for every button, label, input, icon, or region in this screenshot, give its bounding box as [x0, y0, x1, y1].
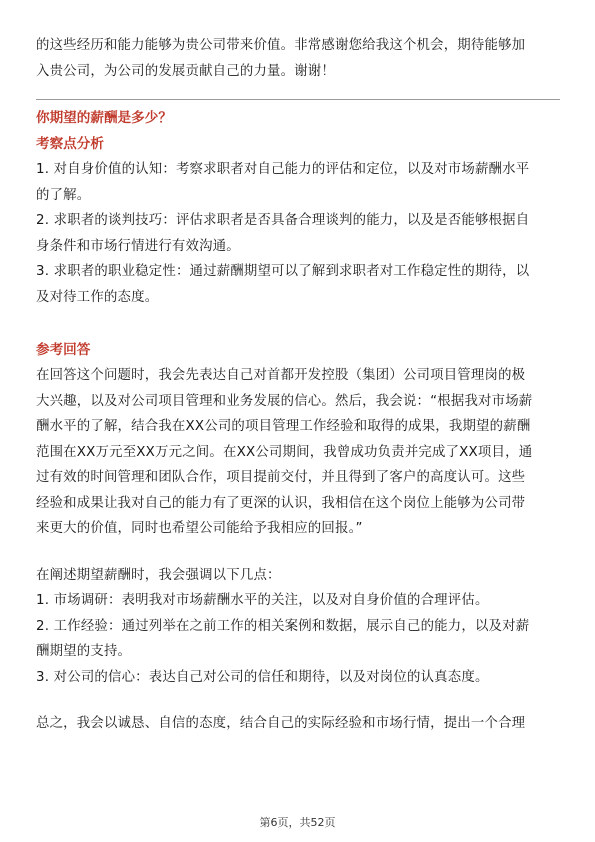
text-line: 2. 求职者的谈判技巧：评估求职者是否具备合理谈判的能力，以及是否能够根据自	[36, 213, 530, 228]
text-line: 3. 求职者的职业稳定性：通过薪酬期望可以了解到求职者对工作稳定性的期待，以	[36, 264, 530, 279]
text-line: 的这些经历和能力能够为贵公司带来价值。非常感谢您给我这个机会，期待能够加	[36, 38, 526, 53]
text-line: 酬期望的支持。	[36, 644, 132, 659]
text-line: 及对待工作的态度。	[36, 289, 159, 305]
analysis-heading: 考察点分析	[36, 136, 104, 152]
answer-heading: 参考回答	[36, 342, 91, 358]
paragraph-gap	[36, 690, 560, 711]
text-line: 酬水平的了解，结合我在XX公司的项目管理工作经验和取得的成果，我期望的薪酬	[36, 419, 531, 434]
text-line: 2. 工作经验：通过列举在之前工作的相关案例和数据，展示自己的能力，以及对薪	[36, 618, 530, 634]
text-line: 1. 市场调研：表明我对市场薪酬水平的关注，以及对自身价值的合理评估。	[36, 593, 489, 608]
text-line: 大兴趣，以及对公司项目管理和业务发展的信心。然后，我会说：“根据我对市场薪	[36, 393, 533, 409]
text-line: 身条件和市场行情进行有效沟通。	[36, 238, 240, 254]
text-line: 1. 对自身价值的认知：考察求职者对自己能力的评估和定位，以及对市场薪酬水平	[36, 162, 530, 177]
analysis-section	[36, 132, 560, 310]
text-line: 3. 对公司的信心：表达自己对公司的信任和期待，以及对岗位的认真态度。	[36, 669, 489, 685]
text-line: 范围在XX万元至XX万元之间。在XX公司期间，我曾成功负责并完成了XX项目，通	[36, 444, 533, 460]
text-line: 入贵公司，为公司的发展贡献自己的力量。谢谢！	[36, 63, 335, 79]
text-line: 过有效的时间管理和团队合作，项目提前交付，并且得到了客户的高度认可。这些	[36, 470, 526, 485]
question-title: 你期望的薪酬是多少？	[36, 110, 172, 126]
section-divider	[36, 99, 560, 100]
text-line: 来更大的价值，同时也希望公司能给予我相应的回报。”	[36, 521, 363, 536]
answer-section	[36, 338, 560, 737]
paragraph-gap	[36, 542, 560, 563]
page-footer: 第6页，共52页	[259, 816, 336, 829]
text-line: 经验和成果让我对自己的能力有了更深的认识，我相信在这个岗位上能够为公司带	[36, 495, 526, 511]
text-line: 总之，我会以诚恳、自信的态度，结合自己的实际经验和市场行情，提出一个合理	[36, 716, 526, 731]
text-line: 的了解。	[36, 187, 91, 203]
intro-paragraph	[36, 33, 560, 84]
text-line: 在回答这个问题时，我会先表达自己对首都开发控股（集团）公司项目管理岗的极	[36, 368, 526, 383]
text-line: 在阐述期望薪酬时，我会强调以下几点：	[36, 567, 281, 583]
